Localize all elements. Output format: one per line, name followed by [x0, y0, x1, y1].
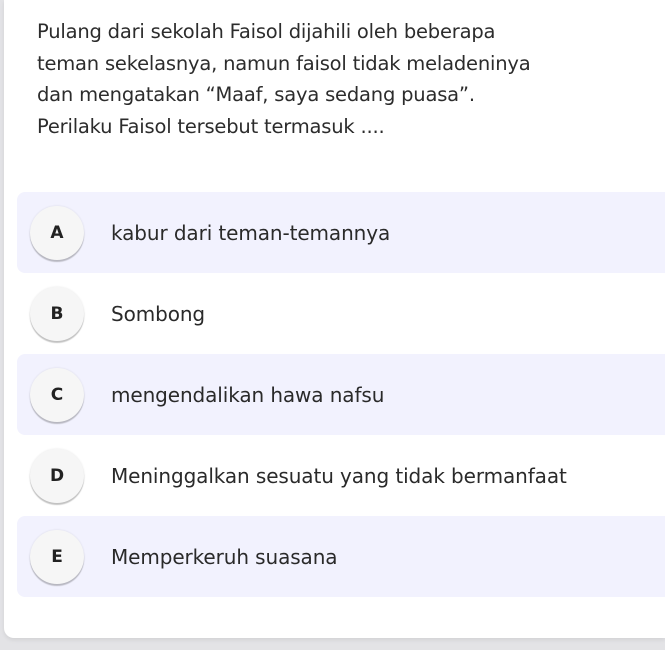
- option-letter-badge: E: [30, 530, 84, 584]
- question-line: teman sekelasnya, namun faisol tidak meladeninya: [37, 51, 531, 75]
- question-line: Perilaku Faisol tersebut termasuk ....: [37, 114, 385, 138]
- question-card: [4, 0, 665, 638]
- option-text: mengendalikan hawa nafsu: [111, 382, 385, 407]
- option-text: kabur dari teman-temannya: [111, 220, 391, 245]
- question-line: Pulang dari sekolah Faisol dijahili oleh beberapa: [37, 20, 496, 43]
- option-a[interactable]: [17, 192, 665, 273]
- answer-options: [17, 192, 665, 597]
- option-d[interactable]: [17, 435, 665, 516]
- question-text: [37, 16, 637, 142]
- option-b[interactable]: [17, 273, 665, 354]
- option-letter-badge: B: [30, 287, 84, 341]
- option-e[interactable]: [17, 516, 665, 597]
- option-c[interactable]: [17, 354, 665, 435]
- option-text: Sombong: [111, 301, 206, 326]
- option-text: Meninggalkan sesuatu yang tidak bermanfaat: [111, 463, 567, 488]
- option-letter-badge: C: [30, 368, 84, 422]
- question-line: dan mengatakan “Maaf, saya sedang puasa”.: [37, 83, 475, 106]
- option-letter-badge: A: [30, 206, 84, 260]
- option-letter-badge: D: [30, 449, 84, 503]
- option-text: Memperkeruh suasana: [111, 544, 338, 569]
